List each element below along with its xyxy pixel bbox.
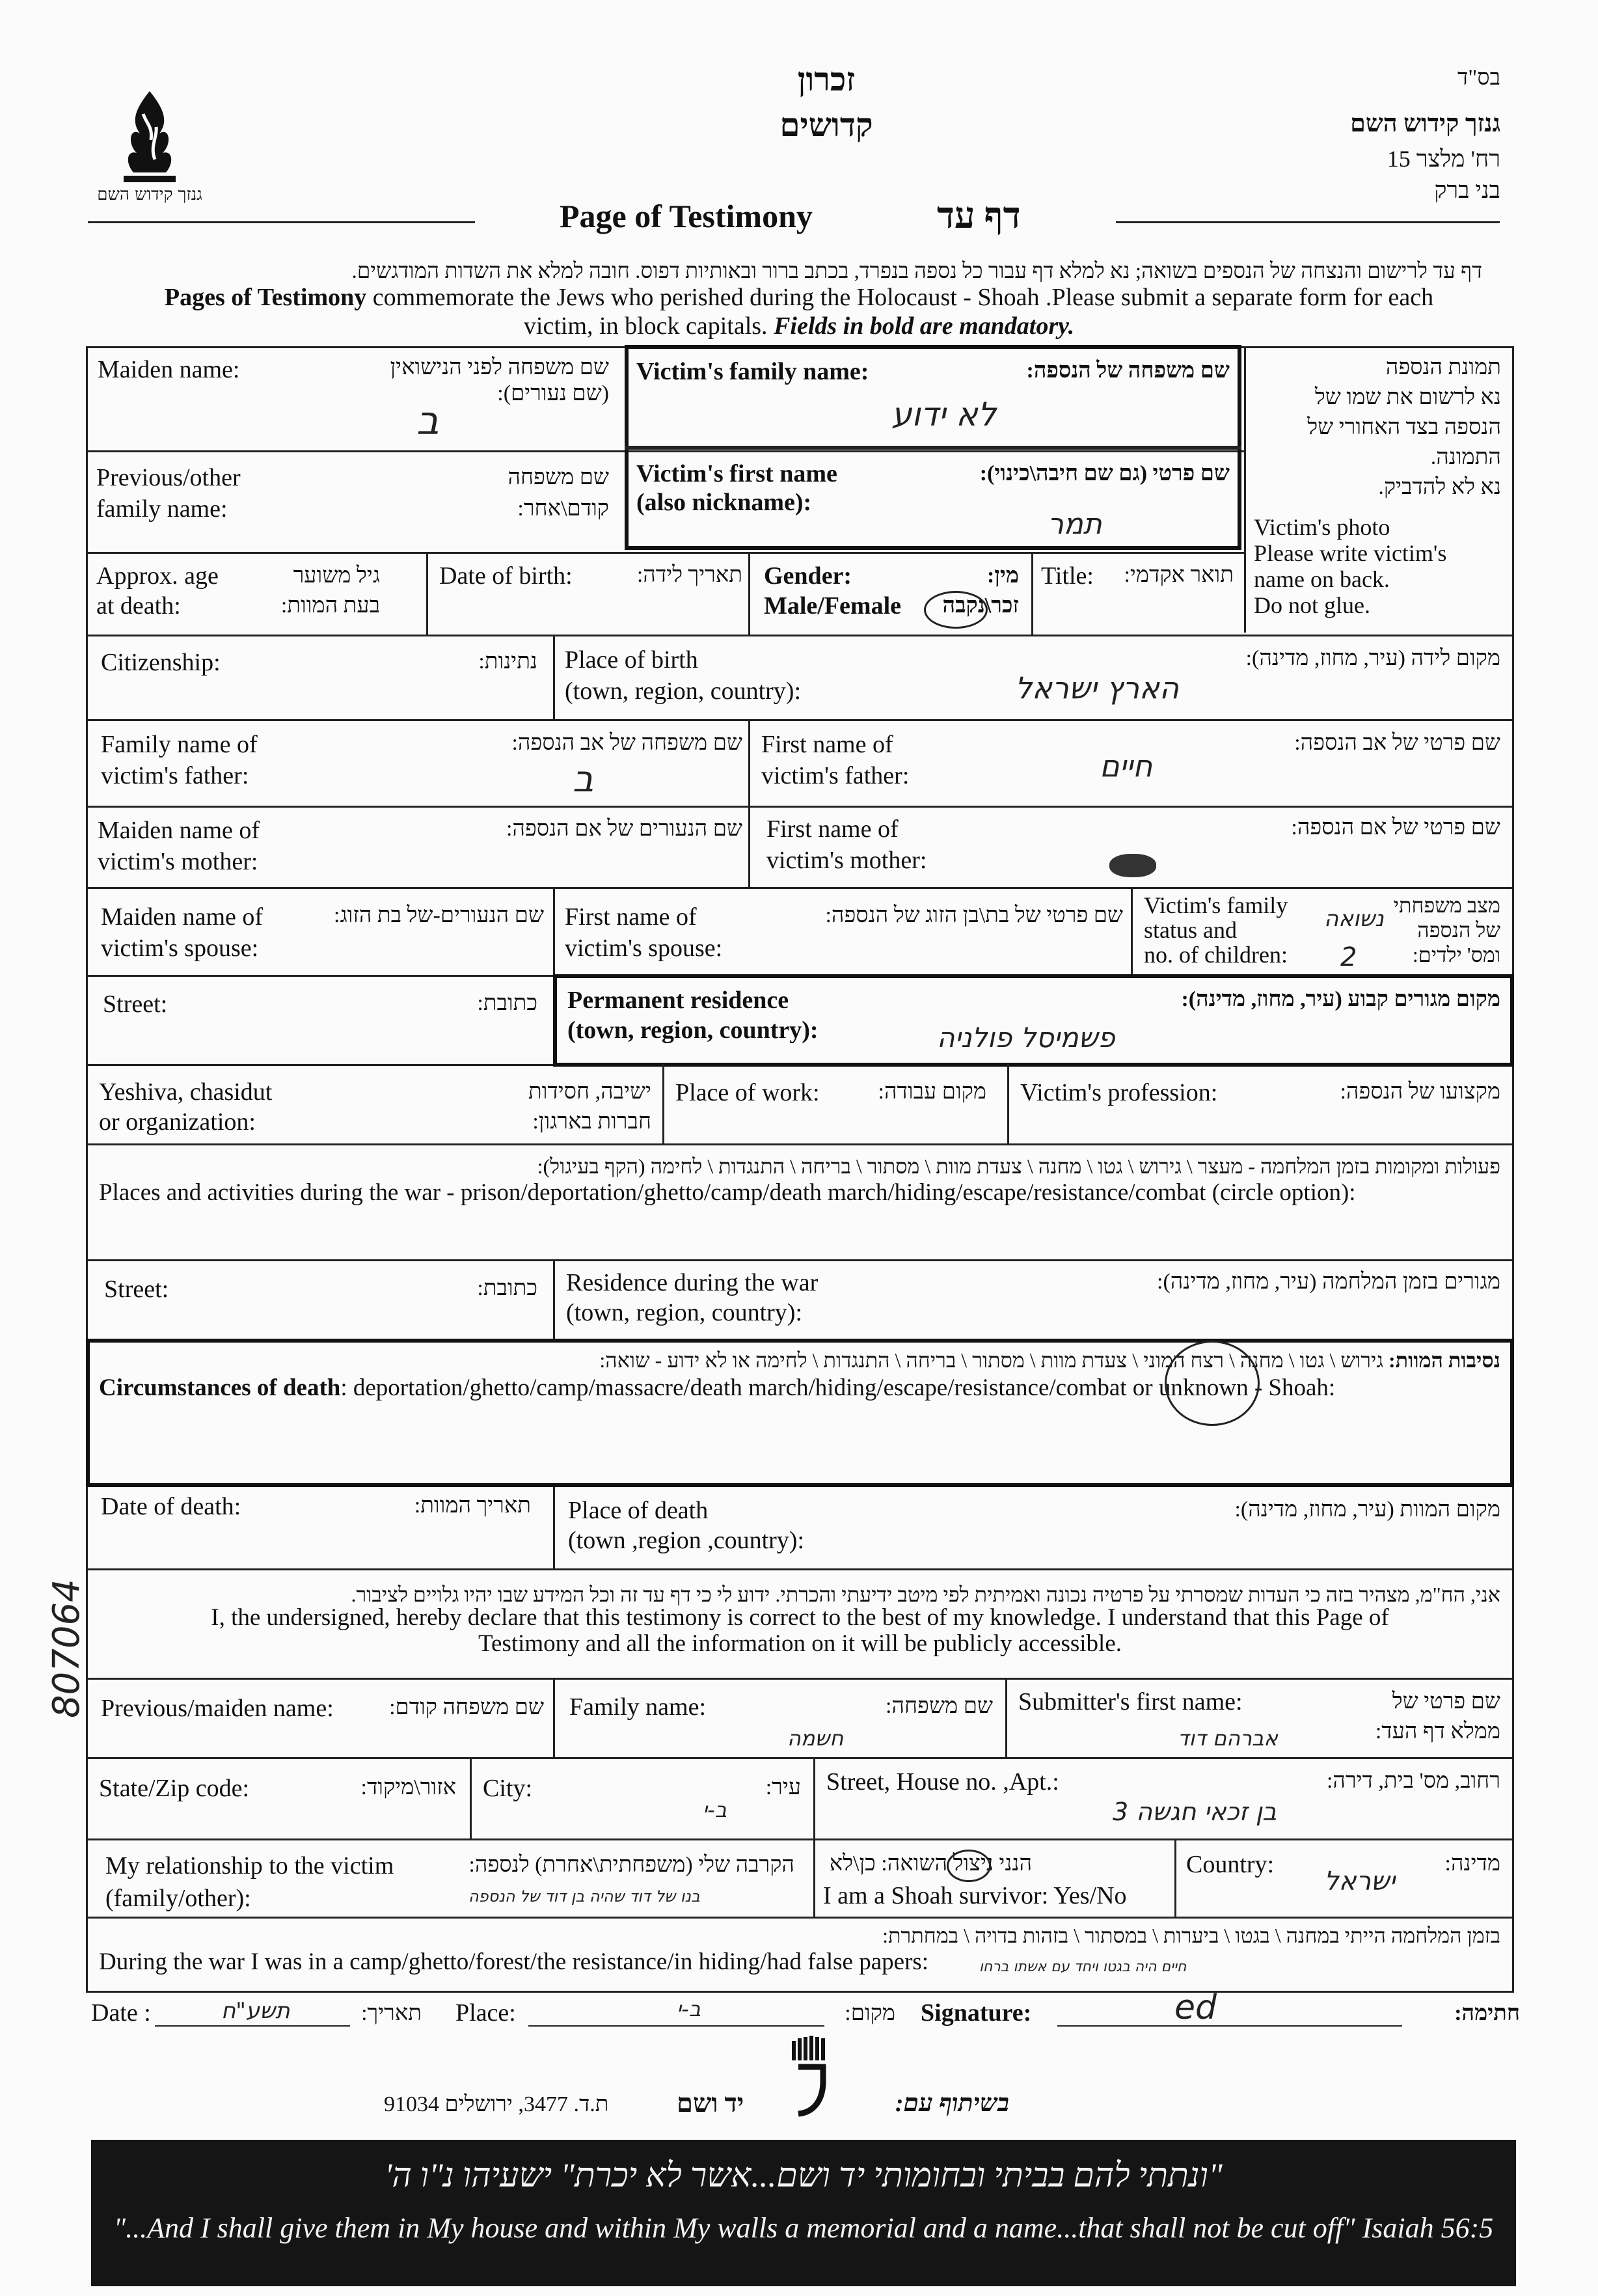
title-label: Title:	[1041, 562, 1094, 590]
victim-family-value[interactable]: לא ידוע	[891, 396, 997, 433]
spouse-maiden-label-he: שם הנעורים-של בת הזוג:	[334, 903, 544, 927]
maiden-name-label-he: שם משפחה לפני הנישואין (שם נעורים):	[390, 355, 609, 405]
father-first-label-he: שם פרטי של אב הנספה:	[1294, 731, 1500, 755]
dod-label-he: תאריך המוות:	[414, 1494, 531, 1518]
work-label-he: מקום עבודה:	[878, 1080, 986, 1104]
title-he-line2: קדושים	[779, 107, 873, 143]
street-address-label: Street, House no. ,Apt.:	[826, 1768, 1059, 1796]
country-value[interactable]: ישראל	[1324, 1866, 1396, 1896]
city-label: City:	[483, 1775, 533, 1802]
mother-first-label-he: שם פרטי של אם הנספה:	[1291, 815, 1500, 840]
previous-family-label-he: שם משפחה קודם\אחר:	[508, 465, 609, 521]
gender-circle-female[interactable]	[924, 591, 988, 629]
father-family-label-he: שם משפחה של אב הנספה:	[511, 731, 742, 755]
title-he-line1: זכרון	[797, 61, 856, 98]
mother-first-label: First name of victim's mother:	[766, 815, 927, 874]
permanent-residence-label: Permanent residence (town, region, country):	[567, 987, 819, 1044]
photo-box[interactable]: תמונת הנספה נא לרשום את שמו של הנספה בצד האחורי של התמונה. נא לא להדביק. Victim's photo Please write victim's name on back. Do not glue.	[1244, 346, 1514, 633]
war-street-label: Street:	[104, 1276, 169, 1303]
spouse-maiden-label: Maiden name of victim's spouse:	[101, 903, 264, 962]
place-label-he: מקום:	[845, 2001, 895, 2025]
yeshiva-label-he: ישיבה, חסידות חברות בארגון:	[528, 1080, 651, 1134]
relationship-value[interactable]: בנו של דוד שהיה בן דוד של הנספה	[468, 1887, 700, 1906]
ganzach-logo	[97, 88, 202, 205]
zip-label-he: אזור\מיקוד:	[360, 1775, 456, 1799]
spouse-first-label-he: שם פרטי של בת\בן הזוג של הנספה:	[825, 903, 1123, 927]
circumstances-label-he: נסיבות המוות: גירוש \ גטו \ מחנה \ רצח המוני \ צעדת מוות \ מסתור \ בריחה \ התנגדות \ לחימה או לא ידוע - שואה:	[599, 1348, 1500, 1372]
zip-label: State/Zip code:	[99, 1775, 250, 1802]
family-status-label: Victim's family status and no. of children:	[1144, 892, 1288, 968]
signature-label-he: חתימה:	[1454, 2001, 1520, 2025]
relationship-label: My relationship to the victim (family/other):	[105, 1852, 394, 1912]
mother-first-scribble[interactable]	[1109, 854, 1156, 877]
pob-label-he: מקום לידה (עיר, מחוז, מדינה):	[1245, 646, 1500, 670]
gender-label-he: מין: זכר\נקבה	[942, 564, 1019, 618]
declaration-he: אני, הח"מ, מצהיר בזה כי העדות שמסרתי על פרטיה נכונה ואמיתית לפי מיטב ידיעתי והכרתי. ידוע לי כי דף עד זה וכל המידע שבו יהיו גלויים לציבור.	[351, 1583, 1500, 1606]
pob-value[interactable]: הארץ ישראל	[1015, 670, 1179, 705]
quote-en: "...And I shall give them in My house and within My walls a memorial and a name...that shall not be cut off" Isaiah 56:5	[113, 2212, 1494, 2244]
org-address-2: בני ברק	[1434, 177, 1500, 203]
profession-label: Victim's profession:	[1020, 1079, 1218, 1106]
citizenship-label: Citizenship:	[101, 649, 221, 676]
place-value[interactable]: ב-י	[677, 1997, 701, 2021]
family-status-label-he: מצב משפחתי של הנספה ומס' ילדים:	[1393, 894, 1500, 966]
city-value[interactable]: ב-י	[703, 1797, 727, 1822]
title-he: דף עד	[937, 196, 1021, 236]
war-street-label-he: כתובת:	[477, 1276, 537, 1300]
war-residence-label: Residence during the war (town, region, country):	[566, 1269, 819, 1326]
yad-vashem-name: יד ושם	[677, 2088, 744, 2118]
work-label: Place of work:	[675, 1079, 820, 1106]
country-label: Country:	[1186, 1851, 1275, 1878]
submitter-family-value[interactable]: חשמה	[787, 1726, 844, 1751]
survivor-circle[interactable]	[947, 1850, 991, 1882]
date-label: Date :	[91, 1999, 151, 2027]
father-first-value[interactable]: חיים	[1100, 748, 1153, 784]
street-address-value[interactable]: בן זכאי חגשה 3	[1113, 1797, 1277, 1826]
pob-label: Place of birth (town, region, country):	[565, 646, 802, 705]
family-status-value[interactable]: נשואה	[1324, 906, 1384, 932]
maiden-name-value[interactable]: ב	[416, 398, 439, 444]
title-label-he: תואר אקדמי:	[1124, 563, 1234, 587]
declaration-en: I, the undersigned, hereby declare that this testimony is correct to the best of my knowledge. I understand that this Page of Testimony and all the information on it will be publicly accessible.	[211, 1604, 1389, 1657]
age-label-he: גיל משוער בעת המוות:	[280, 564, 380, 618]
street-label: Street:	[103, 991, 168, 1018]
mother-maiden-label: Maiden name of victim's mother:	[98, 817, 260, 875]
submitter-war-label: During the war I was in a camp/ghetto/forest/the resistance/in hiding/had false papers:	[99, 1948, 929, 1975]
father-family-value[interactable]: ב	[573, 758, 594, 800]
pod-label: Place of death (town ,region ,country):	[568, 1497, 805, 1554]
side-number: 807064	[46, 1579, 88, 1718]
bsd-mark: בס"ד	[1457, 66, 1500, 90]
street-address-label-he: רחוב, מס' בית, דירה:	[1326, 1769, 1500, 1793]
org-name: גנזך קידוש השם	[1350, 110, 1500, 137]
city-label-he: עיר:	[765, 1775, 801, 1799]
war-activities-label-he: פעולות ומקומות בזמן המלחמה - מעצר \ גירוש \ גטו \ מחנה \ צעדת מוות \ מסתור \ בריחה \ התנגדות \ לחימה (הקף בעיגול):	[537, 1155, 1500, 1178]
submitter-war-value[interactable]: חיים היה בגטו ויחד עם אשתו ברחו	[979, 1959, 1187, 1975]
yeshiva-label: Yeshiva, chasidut or organization:	[99, 1078, 273, 1136]
gender-label: Gender: Male/Female	[764, 562, 902, 620]
yad-vashem-logo	[791, 2036, 830, 2117]
spouse-first-label: First name of victim's spouse:	[565, 903, 723, 962]
yad-vashem-address: ת.ד. 3477, ירושלים 91034	[384, 2092, 609, 2116]
citizenship-label-he: נתינות:	[478, 649, 537, 674]
survivor-label-he: הנני ניצול השואה: כן\לא	[829, 1852, 1032, 1876]
war-residence-label-he: מגורים בזמן המלחמה (עיר, מחוז, מדינה):	[1157, 1270, 1500, 1294]
partner-label: בשיתוף עם:	[895, 2090, 1009, 2117]
logo-text: גנזך קידוש השם	[97, 185, 202, 204]
children-value[interactable]: 2	[1340, 942, 1357, 972]
victim-first-label: Victim's first name (also nickname):	[636, 460, 837, 516]
quote-he: "ונתתי להם בביתי ובחומותי יד ושם...אשר לא יכרת" ישעיהו נ"ו ה'	[385, 2157, 1223, 2194]
place-label: Place:	[455, 1999, 516, 2027]
father-first-label: First name of victim's father:	[761, 731, 910, 789]
submitter-first-label: Submitter's first name:	[1018, 1688, 1243, 1715]
victim-family-label: Victim's family name:	[636, 358, 869, 385]
dob-label-he: תאריך לידה:	[636, 563, 742, 587]
submitter-first-label-he: שם פרטי של ממלא דף העד:	[1375, 1689, 1500, 1743]
date-value[interactable]: תשע"ח	[221, 1998, 290, 2024]
submitter-first-value[interactable]: אברהם דוד	[1178, 1726, 1278, 1751]
dod-label: Date of death:	[101, 1493, 241, 1520]
circle-combat[interactable]	[1165, 1341, 1260, 1426]
previous-family-label: Previous/other family name:	[96, 464, 241, 523]
signature-label: Signature:	[921, 1999, 1032, 2027]
permanent-residence-label-he: מקום מגורים קבוע (עיר, מחוז, מדינה):	[1181, 987, 1500, 1011]
date-label-he: תאריך:	[361, 2001, 422, 2025]
relationship-label-he: הקרבה שלי (משפחתית\אחרת) לנספה:	[468, 1853, 794, 1877]
intro-en-1: Pages of Testimony commemorate the Jews who perished during the Holocaust - Shoah .Please submit a separate form for each	[164, 284, 1434, 311]
war-activities-label: Places and activities during the war - prison/deportation/ghetto/camp/death march/hiding/escape/resistance/combat (circle option):	[99, 1179, 1356, 1206]
intro-he: דף עד לרישום והנצחה של הנספים בשואה; נא למלא דף עבור כל נספה בנפרד, בכתב ברור ובאותיות דפוס. חובה למלא את השדות המודגשים.	[351, 260, 1482, 283]
country-label-he: מדינה:	[1444, 1852, 1500, 1876]
circumstances-label: Circumstances of death: deportation/ghetto/camp/massacre/death march/hiding/escape/resistance/combat or unknown - Shoah:	[99, 1374, 1336, 1401]
victim-first-label-he: שם פרטי (גם שם חיבה\כינוי):	[979, 461, 1230, 485]
street-label-he: כתובת:	[477, 991, 537, 1015]
victim-family-label-he: שם משפחה של הנספה:	[1026, 359, 1230, 383]
pod-label-he: מקום המוות (עיר, מחוז, מדינה):	[1234, 1497, 1500, 1522]
submitter-family-label-he: שם משפחה:	[886, 1694, 993, 1718]
submitter-prev-label-he: שם משפחה קודם:	[389, 1695, 544, 1719]
maiden-name-label: Maiden name:	[98, 356, 240, 383]
profession-label-he: מקצועו של הנספה:	[1340, 1080, 1500, 1104]
survivor-label: I am a Shoah survivor: Yes/No	[823, 1882, 1127, 1909]
submitter-family-label: Family name:	[569, 1693, 707, 1721]
submitter-war-label-he: בזמן המלחמה הייתי במחנה \ בגטו \ ביערות \ במסתור \ בזהות בדויה \ במחתרת:	[882, 1924, 1500, 1947]
victim-first-value[interactable]: תמר	[1048, 508, 1102, 541]
age-label: Approx. age at death:	[96, 562, 219, 620]
dob-label: Date of birth:	[439, 562, 573, 590]
quote-banner	[91, 2140, 1516, 2286]
signature-value[interactable]: ed	[1174, 1988, 1217, 2027]
father-family-label: Family name of victim's father:	[101, 731, 258, 789]
mother-maiden-label-he: שם הנעורים של אם הנספה:	[506, 817, 742, 841]
intro-en-2: victim, in block capitals. Fields in bold are mandatory.	[523, 312, 1075, 340]
submitter-prev-label: Previous/maiden name:	[101, 1695, 334, 1722]
title-en: Page of Testimony	[560, 198, 813, 234]
org-address-1: רח' מלצר 15	[1387, 146, 1500, 172]
permanent-residence-value[interactable]: פשמיסל פולניה	[937, 1022, 1115, 1054]
